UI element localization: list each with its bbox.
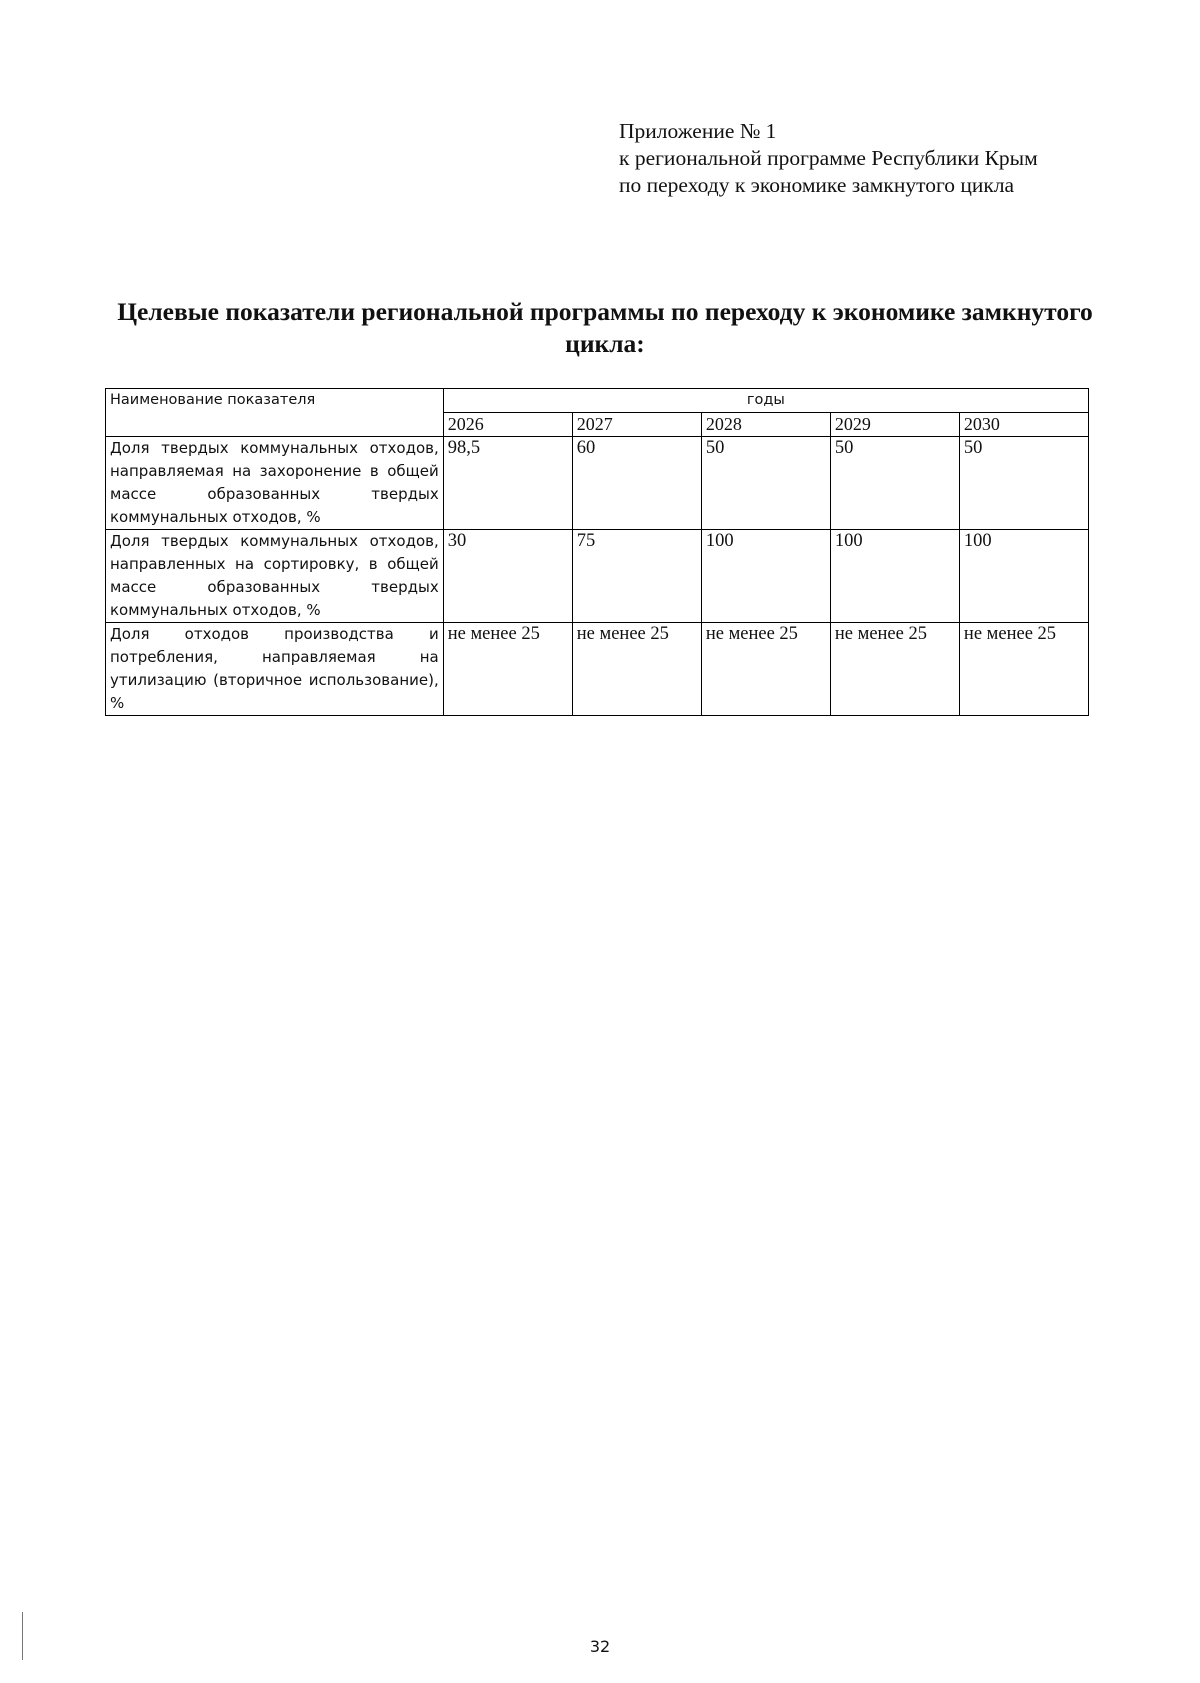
indicator-name: Доля твердых коммунальных отходов, направляемая на захоронение в общей массе образованных твердых коммунальных отходов, % xyxy=(106,437,444,530)
document-title: Целевые показатели региональной программы по переходу к экономике замкнутого цикла: xyxy=(117,297,1093,358)
table-row xyxy=(106,623,1089,716)
appendix-header xyxy=(619,118,1038,199)
indicator-value: 100 xyxy=(959,530,1088,623)
indicator-value: не менее 25 xyxy=(701,623,830,716)
indicator-value: 50 xyxy=(701,437,830,530)
table-row xyxy=(106,437,1089,530)
year-2028: 2028 xyxy=(701,413,830,437)
appendix-program-subject: по переходу к экономике замкнутого цикла xyxy=(619,173,1015,197)
indicator-value: 75 xyxy=(572,530,701,623)
indicator-value: не менее 25 xyxy=(572,623,701,716)
indicator-value: 30 xyxy=(443,530,572,623)
header-indicator-name: Наименование показателя xyxy=(106,389,444,437)
indicator-value: 100 xyxy=(830,530,959,623)
appendix-number: Приложение № 1 xyxy=(619,119,777,143)
indicator-name: Доля отходов производства и потребления, направляемая на утилизацию (вторичное использование), % xyxy=(106,623,444,716)
target-indicators-table xyxy=(105,388,1089,716)
indicator-value: 50 xyxy=(830,437,959,530)
year-2026: 2026 xyxy=(443,413,572,437)
indicator-value: не менее 25 xyxy=(443,623,572,716)
year-2027: 2027 xyxy=(572,413,701,437)
indicator-value: не менее 25 xyxy=(959,623,1088,716)
appendix-program: к региональной программе Республики Крым xyxy=(619,146,1038,170)
header-years: годы xyxy=(443,389,1088,413)
indicator-value: не менее 25 xyxy=(830,623,959,716)
year-2029: 2029 xyxy=(830,413,959,437)
indicator-value: 98,5 xyxy=(443,437,572,530)
indicator-value: 50 xyxy=(959,437,1088,530)
indicator-value: 60 xyxy=(572,437,701,530)
table-header-row xyxy=(106,389,1089,413)
indicator-value: 100 xyxy=(701,530,830,623)
indicator-name: Доля твердых коммунальных отходов, направленных на сортировку, в общей массе образованных твердых коммунальных отходов, % xyxy=(106,530,444,623)
year-2030: 2030 xyxy=(959,413,1088,437)
table-row xyxy=(106,530,1089,623)
page-number: 32 xyxy=(589,1637,611,1656)
